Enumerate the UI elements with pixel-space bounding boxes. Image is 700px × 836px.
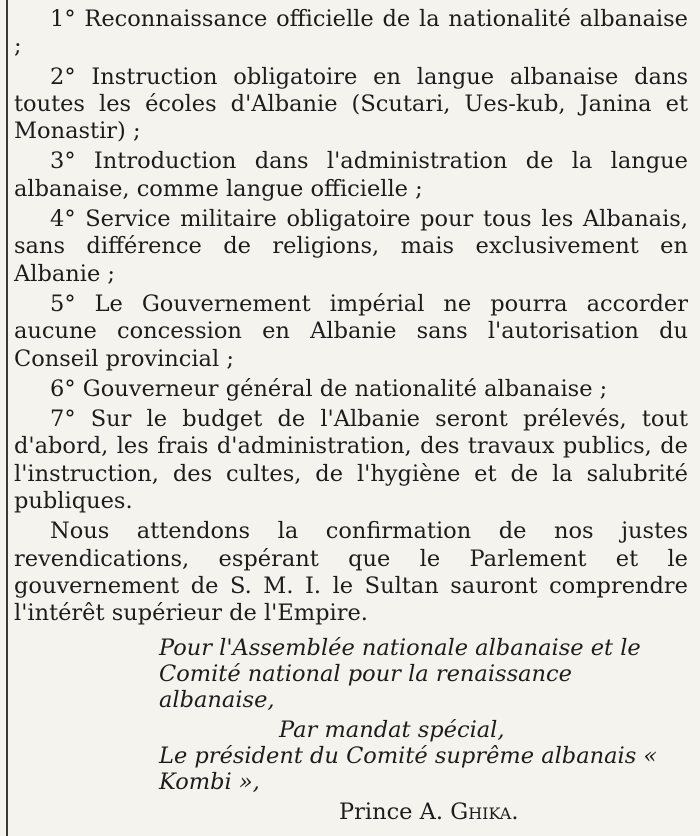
demand-item-6: 6° Gouverneur général de nationalité albanaise ; bbox=[50, 375, 608, 402]
demand-item-3: 3° Introduction dans l'administration de la langue albanaise, comme langue officielle ; bbox=[14, 148, 688, 202]
signature-surname: Ghika. bbox=[450, 798, 519, 825]
demand-item-5: 5° Le Gouvernement impérial ne pourra accorder aucune concession en Albanie sans l'autorisation du Conseil provincial ; bbox=[14, 290, 688, 372]
signature-mandate: Par mandat spécial, bbox=[279, 716, 505, 743]
signature-assembly: Pour l'Assemblée nationale albanaise et le Comité national pour la renaissance albanaise, bbox=[159, 634, 641, 713]
signature-name bbox=[14, 799, 688, 825]
signature-president: Le président du Comité suprême albanais « Kombi », bbox=[159, 742, 658, 795]
article-column bbox=[14, 6, 688, 825]
signature-name-prefix: Prince A. bbox=[339, 798, 444, 825]
demand-item-4: 4° Service militaire obligatoire pour tous les Albanais, sans différence de religions, mais exclusivement en Albanie ; bbox=[14, 206, 688, 287]
left-column-rule bbox=[6, 0, 8, 836]
demand-item-1: 1° Reconnaissance officielle de la nationalité albanaise ; bbox=[14, 6, 688, 60]
closing-paragraph: Nous attendons la confirmation de nos justes revendications, espérant que le Parlement et le gouvernement de S. M. I. le Sultan sauront comprendre l'intérêt supérieur de l'Empire. bbox=[14, 518, 688, 627]
demand-item-7: 7° Sur le budget de l'Albanie seront prélevés, tout d'abord, les frais d'administration, des travaux publics, de l'instruction, des cultes, de l'hygiène et de la salubrité publiques. bbox=[14, 406, 688, 515]
demand-item-2: 2° Instruction obligatoire en langue albanaise dans toutes les écoles d'Albanie (Scutari, Ues-kub, Janina et Monastir) ; bbox=[14, 63, 688, 145]
